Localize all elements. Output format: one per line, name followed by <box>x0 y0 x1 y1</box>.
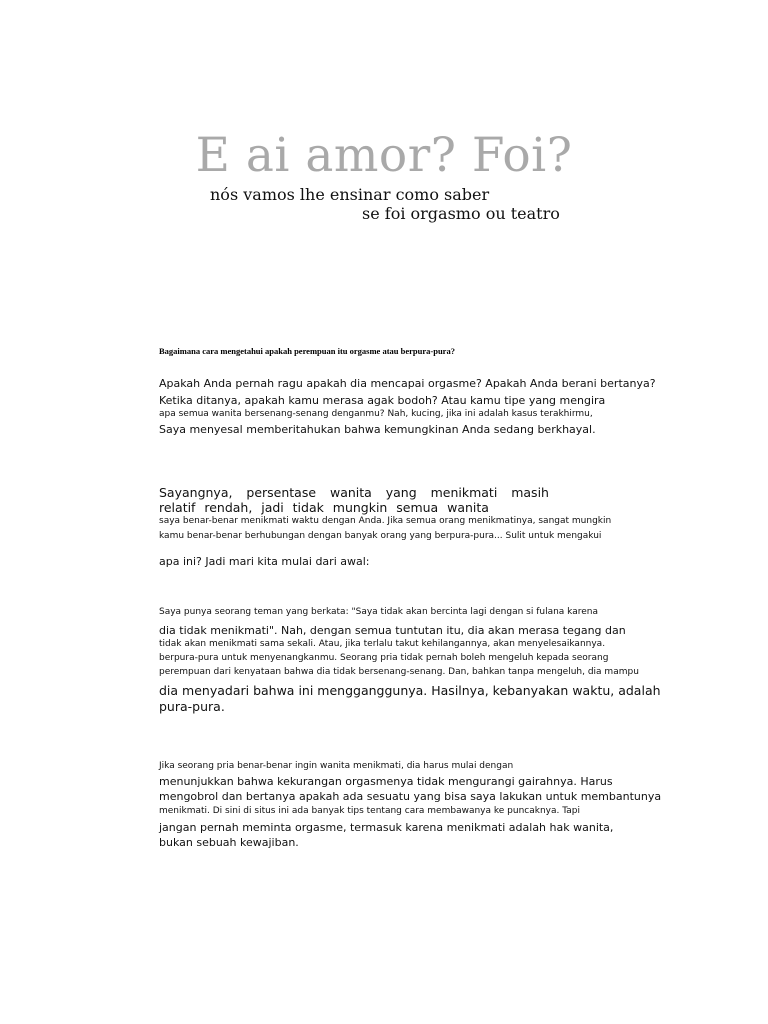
word: tidak <box>292 500 324 515</box>
para2-line: apa ini? Jadi mari kita mulai dari awal: <box>159 555 370 568</box>
word: persentase <box>246 485 317 500</box>
para3-line: berpura-pura untuk menyenangkanmu. Seorang pria tidak pernah boleh mengeluh kepada seorang <box>159 653 609 663</box>
subtitle-line-2: se foi orgasmo ou teatro <box>362 204 560 223</box>
para2-line-justified <box>159 500 489 515</box>
para4-line: menikmati. Di sini di situs ini ada banyak tips tentang cara membawanya ke puncaknya. Tapi <box>159 806 580 816</box>
para4-line: Jika seorang pria benar-benar ingin wanita menikmati, dia harus mulai dengan <box>159 761 514 771</box>
word: menikmati <box>430 485 498 500</box>
word: wanita <box>329 485 372 500</box>
para2-line-justified <box>159 485 549 500</box>
word: yang <box>385 485 417 500</box>
para1-line: Saya menyesal memberitahukan bahwa kemungkinan Anda sedang berkhayal. <box>159 423 596 436</box>
para4-line: jangan pernah meminta orgasme, termasuk karena menikmati adalah hak wanita, <box>159 821 614 834</box>
word: semua <box>396 500 439 515</box>
para3-line: perempuan dari kenyataan bahwa dia tidak bersenang-senang. Dan, bahkan tanpa mengeluh, dia mampu <box>159 667 639 677</box>
word: rendah, <box>204 500 253 515</box>
page-title: E ai amor? Foi? <box>195 128 573 183</box>
para4-line: menunjukkan bahwa kekurangan orgasmenya tidak mengurangi gairahnya. Harus <box>159 775 613 788</box>
para3-line: tidak akan menikmati sama sekali. Atau, jika terlalu takut kehilangannya, akan menyelesaikannya. <box>159 639 606 649</box>
para3-line: Saya punya seorang teman yang berkata: "Saya tidak akan bercinta lagi dengan si fulana karena <box>159 607 599 617</box>
word: Sayangnya, <box>159 485 233 500</box>
word: jadi <box>261 500 284 515</box>
para1-line: Apakah Anda pernah ragu apakah dia mencapai orgasme? Apakah Anda berani bertanya? <box>159 377 656 390</box>
para2-line: kamu benar-benar berhubungan dengan banyak orang yang berpura-pura... Sulit untuk mengakui <box>159 531 602 541</box>
word: wanita <box>447 500 489 515</box>
para2-line: saya benar-benar menikmati waktu dengan Anda. Jika semua orang menikmatinya, sangat mungkin <box>159 516 612 526</box>
para4-line: bukan sebuah kewajiban. <box>159 836 299 849</box>
subtitle-line-1: nós vamos lhe ensinar como saber <box>210 185 490 204</box>
para1-line: apa semua wanita bersenang-senang denganmu? Nah, kucing, jika ini adalah kasus terakhirmu, <box>159 409 593 419</box>
para4-line: mengobrol dan bertanya apakah ada sesuatu yang bisa saya lakukan untuk membantunya <box>159 790 662 803</box>
para3-line: dia tidak menikmati". Nah, dengan semua tuntutan itu, dia akan merasa tegang dan <box>159 624 626 637</box>
word: masih <box>511 485 549 500</box>
para3-line: pura-pura. <box>159 699 225 714</box>
word: relatif <box>159 500 196 515</box>
section-heading: Bagaimana cara mengetahui apakah perempuan itu orgasme atau berpura-pura? <box>159 346 455 356</box>
word: mungkin <box>332 500 388 515</box>
para3-line: dia menyadari bahwa ini mengganggunya. Hasilnya, kebanyakan waktu, adalah <box>159 683 661 698</box>
para1-line: Ketika ditanya, apakah kamu merasa agak bodoh? Atau kamu tipe yang mengira <box>159 394 606 407</box>
